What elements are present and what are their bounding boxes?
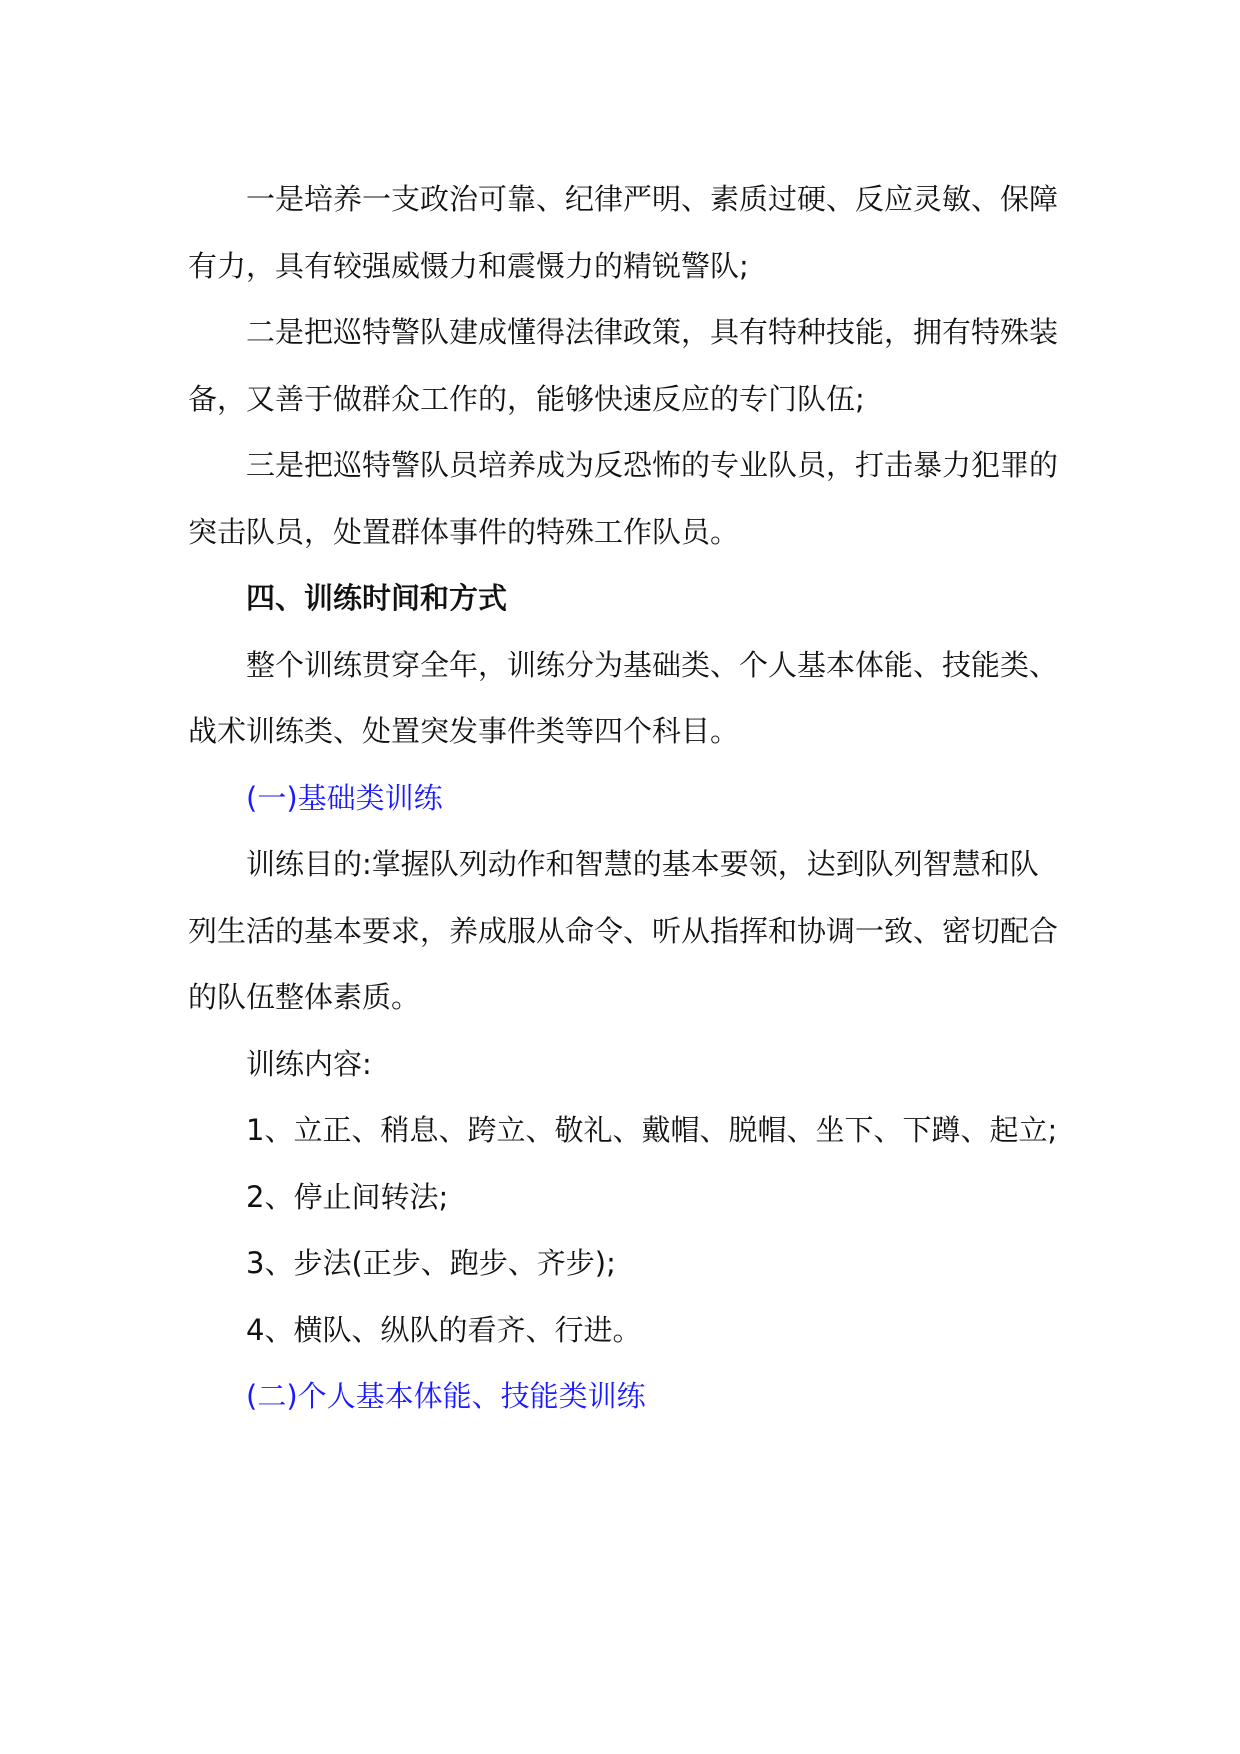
paragraph-goal-3: 三是把巡特警队员培养成为反恐怖的专业队员，打击暴力犯罪的突击队员，处置群体事件的特殊工作队员。 bbox=[188, 448, 1059, 549]
subheading-basic-training: (一)基础类训练 bbox=[246, 780, 443, 815]
paragraph-training-overview: 整个训练贯穿全年，训练分为基础类、个人基本体能、技能类、战术训练类、处置突发事件类等四个科目。 bbox=[188, 647, 1059, 748]
paragraph-training-purpose: 训练目的:掌握队列动作和智慧的基本要领，达到队列智慧和队列生活的基本要求，养成服从命令、听从指挥和协调一致、密切配合的队伍整体素质。 bbox=[188, 847, 1059, 1014]
paragraph-goal-2: 二是把巡特警队建成懂得法律政策，具有特种技能，拥有特殊装备，又善于做群众工作的，能够快速反应的专门队伍; bbox=[188, 315, 1059, 416]
list-item-4: 4、横队、纵队的看齐、行进。 bbox=[246, 1312, 642, 1347]
section-heading-training-time: 四、训练时间和方式 bbox=[246, 581, 508, 615]
list-item-3: 3、步法(正步、跑步、齐步); bbox=[246, 1246, 616, 1280]
list-item-1: 1、立正、稍息、跨立、敬礼、戴帽、脱帽、坐下、下蹲、起立; bbox=[246, 1113, 1058, 1147]
paragraph-training-content-label: 训练内容: bbox=[246, 1046, 372, 1081]
list-item-2: 2、停止间转法; bbox=[246, 1179, 449, 1214]
subheading-fitness-skill-training: (二)个人基本体能、技能类训练 bbox=[246, 1379, 646, 1413]
paragraph-goal-1: 一是培养一支政治可靠、纪律严明、素质过硬、反应灵敏、保障有力，具有较强威慑力和震慑力的精锐警队; bbox=[188, 182, 1059, 283]
document-body bbox=[188, 166, 1058, 1430]
